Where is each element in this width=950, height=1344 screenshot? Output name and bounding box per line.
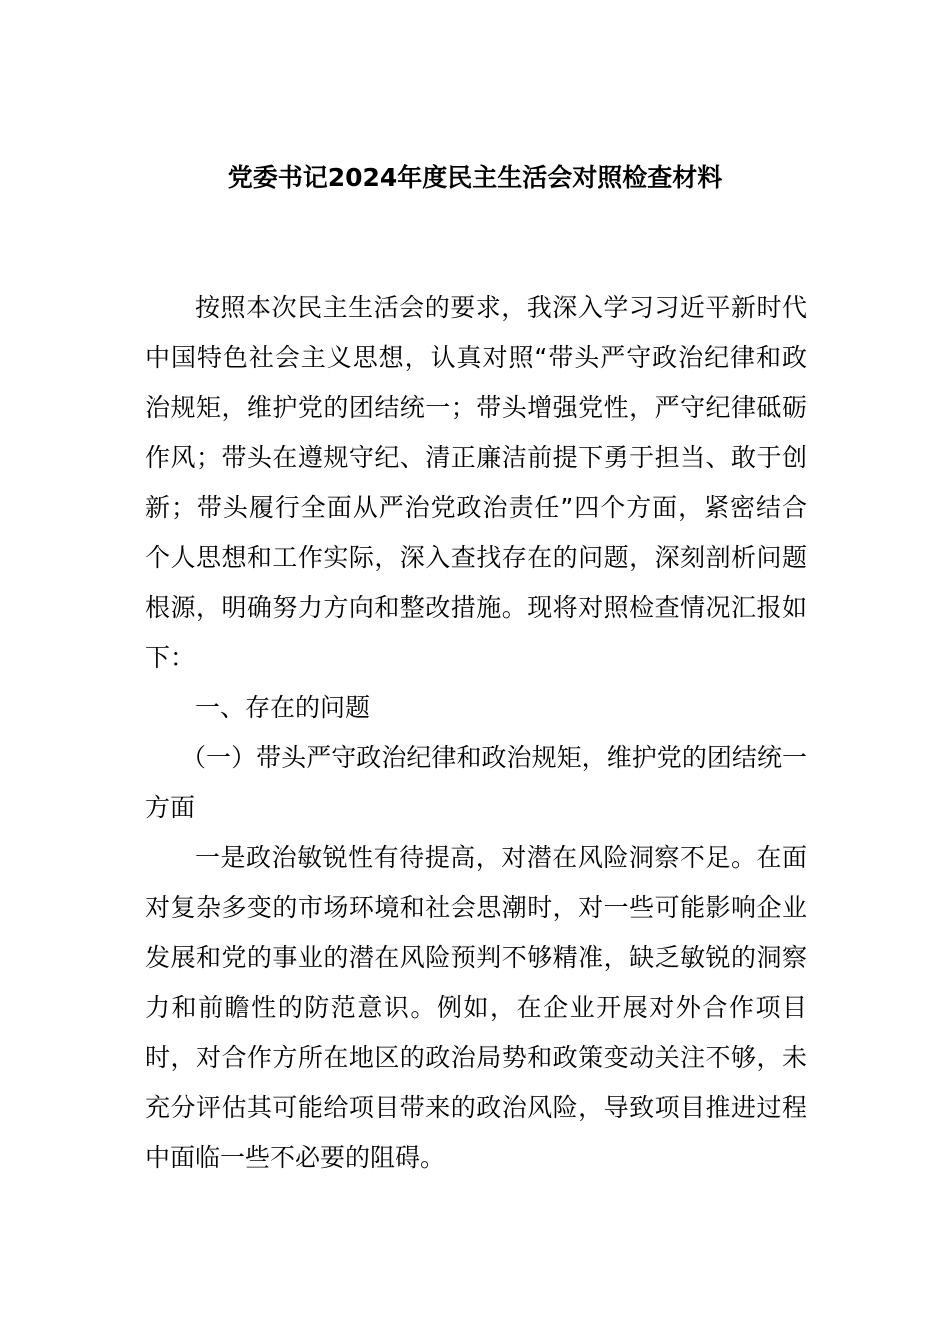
problem-one-paragraph: 一是政治敏锐性有待提高，对潜在风险洞察不足。在面对复杂多变的市场环境和社会思潮时，对一些可能影响企业发展和党的事业的潜在风险预判不够精准，缺乏敏锐的洞察力和前瞻性的防范意识。例如，在企业开展对外合作项目时，对合作方所在地区的政治局势和政策变动关注不够，未充分评估其可能给项目带来的政治风险，导致项目推进过程中面临一些不必要的阻碍。 [145, 843, 807, 1172]
document-body [145, 283, 807, 1183]
intro-paragraph: 按照本次民主生活会的要求，我深入学习习近平新时代中国特色社会主义思想，认真对照“带头严守政治纪律和政治规矩，维护党的团结统一；带头增强党性，严守纪律砥砺作风；带头在遵规守纪、清正廉洁前提下勇于担当、敢于创新；带头履行全面从严治党政治责任”四个方面，紧密结合个人思想和工作实际，深入查找存在的问题，深刻剖析问题根源，明确努力方向和整改措施。现将对照检查情况汇报如下： [145, 293, 807, 672]
subsection-heading-political-discipline: （一）带头严守政治纪律和政治规矩，维护党的团结统一方面 [145, 743, 807, 822]
document-title: 党委书记2024年度民主生活会对照检查材料 [227, 163, 723, 192]
section-heading-problems: 一、存在的问题 [195, 693, 371, 722]
